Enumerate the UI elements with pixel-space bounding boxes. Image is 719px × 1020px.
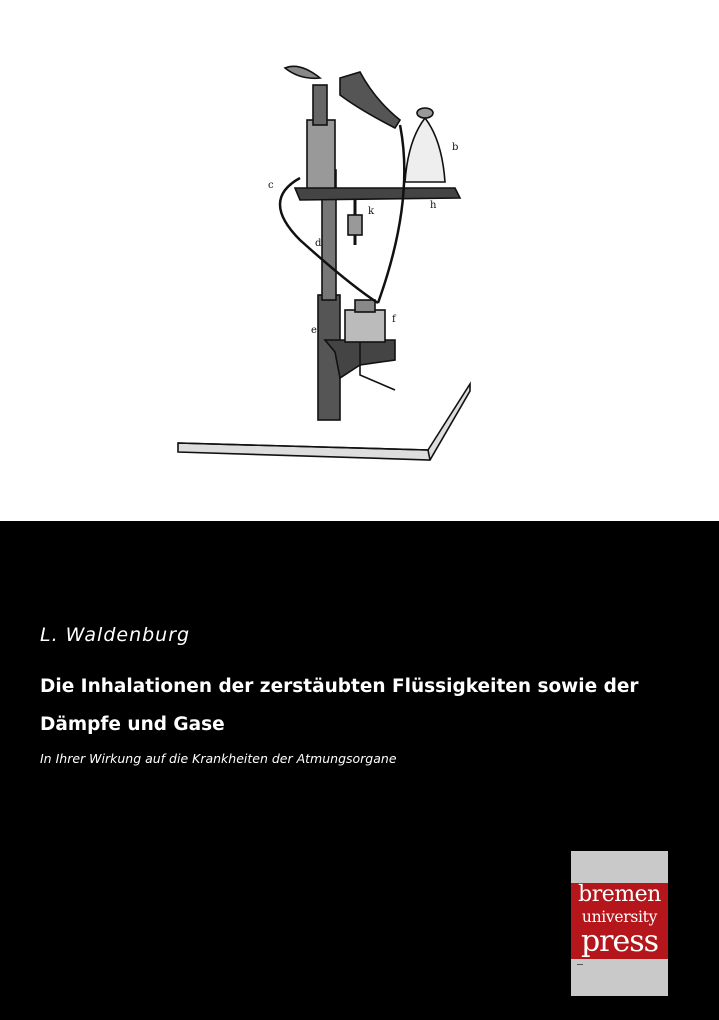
logo-word-bremen: bremen [578, 882, 661, 907]
logo-word-press: press [580, 924, 659, 959]
bell-jar [405, 118, 445, 182]
publisher-logo [571, 851, 668, 996]
label-k: k [368, 206, 375, 217]
label-h: h [430, 200, 437, 211]
label-d: d [315, 238, 322, 249]
book-subtitle: In Ihrer Wirkung auf die Krankheiten der Atmungsorgane [40, 751, 397, 766]
logo-underline-mark [577, 964, 583, 965]
label-c: c [268, 180, 274, 191]
label-f: f [392, 314, 396, 325]
book-title: Die Inhalationen der zerstäubten Flüssigkeiten sowie der Dämpfe und Gase [40, 676, 639, 735]
label-b: b [452, 142, 459, 153]
platform [295, 188, 460, 200]
author-name: L. Waldenburg [40, 624, 191, 646]
logo-word-university: university [581, 908, 658, 926]
funnel [340, 72, 400, 128]
reflector [285, 66, 320, 78]
label-e: e [311, 325, 317, 336]
